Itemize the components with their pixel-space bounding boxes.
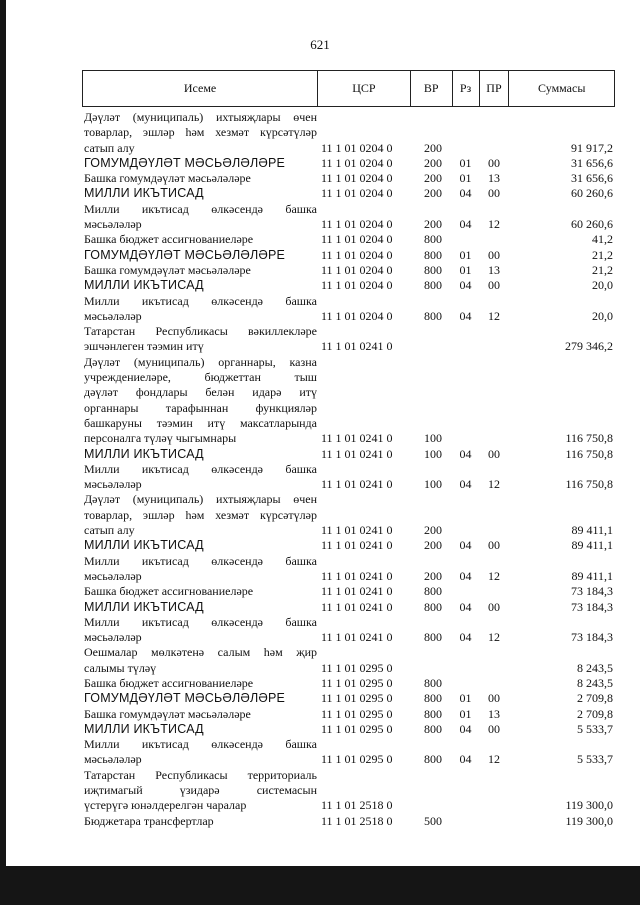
row-name-line: Оешмалар мөлкәтенә салым һәм җир <box>84 645 317 660</box>
row-vr: 800 <box>424 675 442 690</box>
row-rz: 04 <box>459 217 472 232</box>
row-csr: 11 1 01 0204 0 <box>321 262 393 277</box>
row-name <box>84 554 317 585</box>
row-csr: 11 1 01 0241 0 <box>321 446 393 461</box>
row-rz: 04 <box>459 630 472 645</box>
row-name-line: мәсьәләләр <box>84 217 142 232</box>
row-name-line: персоналга түләү чыгымнары <box>84 431 237 446</box>
row-vr: 800 <box>424 691 442 706</box>
row-sum: 89 411,1 <box>571 538 613 553</box>
row-name-line: мәсьәләләр <box>84 477 142 492</box>
row-name <box>84 538 317 553</box>
row-name-line: сатып алу <box>84 523 135 538</box>
row-sum: 21,2 <box>592 247 613 262</box>
table-row <box>84 202 615 233</box>
table-row <box>84 447 615 462</box>
table-row <box>84 462 615 493</box>
table-row <box>84 171 615 186</box>
row-vr: 800 <box>424 721 442 736</box>
row-name-line: Дәүләт (муниципаль) органнары, казна <box>84 354 317 369</box>
row-name-line: Башка гомумдәүләт мәсьәләләре <box>84 171 251 186</box>
scan-edge-bottom <box>0 866 640 905</box>
row-name <box>84 248 317 263</box>
row-vr: 800 <box>424 752 442 767</box>
row-name <box>84 768 317 814</box>
row-vr: 200 <box>424 140 442 155</box>
row-sum: 31 656,6 <box>571 171 613 186</box>
table-row <box>84 722 615 737</box>
row-rz: 01 <box>459 171 472 186</box>
row-csr: 11 1 01 0241 0 <box>321 538 393 553</box>
table-row <box>84 186 615 201</box>
row-rz: 04 <box>459 278 472 293</box>
table-row <box>84 263 615 278</box>
row-name-line: мәсьәләләр <box>84 630 142 645</box>
row-name <box>84 232 317 247</box>
row-vr: 200 <box>424 186 442 201</box>
table-row <box>84 248 615 263</box>
row-rz: 01 <box>459 262 472 277</box>
row-csr: 11 1 01 0204 0 <box>321 155 393 170</box>
row-vr: 200 <box>424 171 442 186</box>
row-sum: 5 533,7 <box>577 752 613 767</box>
table-row <box>84 232 615 247</box>
row-csr: 11 1 01 0295 0 <box>321 721 393 736</box>
row-sum: 119 300,0 <box>565 798 613 813</box>
row-sum: 89 411,1 <box>571 523 613 538</box>
row-name <box>84 737 317 768</box>
row-sum: 8 243,5 <box>577 675 613 690</box>
table-row <box>84 324 615 355</box>
row-name-line: МИЛЛИ ИКЪТИСАД <box>84 278 204 293</box>
row-name-line: ГОМУМДӘҮЛӘТ МӘСЬӘЛӘЛӘРЕ <box>84 691 286 706</box>
row-csr: 11 1 01 0295 0 <box>321 706 393 721</box>
row-sum: 31 656,6 <box>571 155 613 170</box>
row-sum: 73 184,3 <box>571 599 613 614</box>
row-name-line: Дәүләт (муниципаль) ихтыяҗлары өчен <box>84 492 317 507</box>
row-rz: 04 <box>459 721 472 736</box>
table-row <box>84 768 615 814</box>
row-pr: 00 <box>488 155 500 170</box>
page-number: 621 <box>310 37 330 52</box>
row-name-line: товарлар, эшләр һәм хезмәт күрсәтүләр <box>84 507 317 522</box>
row-name-line: МИЛЛИ ИКЪТИСАД <box>84 186 204 201</box>
row-csr: 11 1 01 0204 0 <box>321 217 393 232</box>
row-sum: 60 260,6 <box>571 217 613 232</box>
row-name <box>84 814 317 829</box>
row-rz: 04 <box>459 538 472 553</box>
row-csr: 11 1 01 2518 0 <box>321 813 393 828</box>
row-rz: 04 <box>459 186 472 201</box>
table-row <box>84 156 615 171</box>
scan-edge-left <box>0 0 6 880</box>
row-pr: 12 <box>488 630 500 645</box>
row-pr: 12 <box>488 752 500 767</box>
row-sum: 20,0 <box>592 308 613 323</box>
row-sum: 60 260,6 <box>571 186 613 201</box>
row-csr: 11 1 01 2518 0 <box>321 798 393 813</box>
row-name-line: Милли икътисад өлкәсендә башка <box>84 293 317 308</box>
row-name-line: сатып алу <box>84 140 135 155</box>
row-pr: 00 <box>488 538 500 553</box>
row-csr: 11 1 01 0204 0 <box>321 232 393 247</box>
row-name-line: мәсьәләләр <box>84 308 142 323</box>
row-vr: 200 <box>424 523 442 538</box>
row-csr: 11 1 01 0295 0 <box>321 691 393 706</box>
row-name <box>84 324 317 355</box>
row-csr: 11 1 01 0295 0 <box>321 675 393 690</box>
row-name-line: мәсьәләләр <box>84 752 142 767</box>
row-name <box>84 615 317 646</box>
row-csr: 11 1 01 0241 0 <box>321 630 393 645</box>
row-name-line: ГОМУМДӘҮЛӘТ МӘСЬӘЛӘЛӘРЕ <box>84 155 286 170</box>
row-rz: 04 <box>459 308 472 323</box>
header-sum: Суммасы <box>508 71 614 106</box>
row-pr: 00 <box>488 446 500 461</box>
row-vr: 800 <box>424 584 442 599</box>
table-body <box>84 110 615 829</box>
row-rz: 04 <box>459 477 472 492</box>
row-csr: 11 1 01 0295 0 <box>321 660 393 675</box>
row-pr: 00 <box>488 247 500 262</box>
table-row <box>84 676 615 691</box>
row-name-line: Милли икътисад өлкәсендә башка <box>84 201 317 216</box>
row-rz: 01 <box>459 706 472 721</box>
row-name-line: иҗтимагый үзидарә системасын <box>84 783 317 798</box>
row-sum: 73 184,3 <box>571 630 613 645</box>
row-sum: 2 709,8 <box>577 706 613 721</box>
row-name-line: Татарстан Республикасы территориаль <box>84 767 317 782</box>
row-name-line: ГОМУМДӘҮЛӘТ МӘСЬӘЛӘЛӘРЕ <box>84 247 286 262</box>
row-name <box>84 263 317 278</box>
row-csr: 11 1 01 0204 0 <box>321 140 393 155</box>
row-sum: 116 750,8 <box>565 477 613 492</box>
row-sum: 89 411,1 <box>571 568 613 583</box>
row-name-line: Башка бюджет ассигнованиеләре <box>84 675 254 690</box>
table-row <box>84 584 615 599</box>
row-csr: 11 1 01 0204 0 <box>321 308 393 323</box>
row-pr: 12 <box>488 308 500 323</box>
row-name <box>84 171 317 186</box>
row-csr: 11 1 01 0204 0 <box>321 171 393 186</box>
row-vr: 200 <box>424 538 442 553</box>
row-csr: 11 1 01 0241 0 <box>321 523 393 538</box>
row-vr: 200 <box>424 155 442 170</box>
row-name <box>84 691 317 706</box>
row-name-line: Милли икътисад өлкәсендә башка <box>84 553 317 568</box>
header-vr: ВР <box>410 71 452 106</box>
row-name-line: мәсьәләләр <box>84 568 142 583</box>
row-name-line: Татарстан Республикасы вәкиллекләре <box>84 324 317 339</box>
row-sum: 2 709,8 <box>577 691 613 706</box>
row-name <box>84 676 317 691</box>
row-name-line: МИЛЛИ ИКЪТИСАД <box>84 721 204 736</box>
row-name <box>84 707 317 722</box>
row-name-line: дәүләт фондлары белән идарә итү <box>84 385 317 400</box>
table-row <box>84 691 615 706</box>
row-pr: 00 <box>488 278 500 293</box>
row-sum: 91 917,2 <box>571 140 613 155</box>
row-sum: 8 243,5 <box>577 660 613 675</box>
table-row <box>84 110 615 156</box>
row-rz: 04 <box>459 446 472 461</box>
row-name-line: эшчәнлеген тәэмин итү <box>84 339 204 354</box>
row-name-line: Милли икътисад өлкәсендә башка <box>84 737 317 752</box>
table-row <box>84 737 615 768</box>
row-pr: 00 <box>488 186 500 201</box>
row-csr: 11 1 01 0204 0 <box>321 278 393 293</box>
row-name-line: органнары тарафыннан функцияләр <box>84 400 317 415</box>
row-name-line: салымы түләү <box>84 660 157 675</box>
row-name-line: Башка гомумдәүләт мәсьәләләре <box>84 262 251 277</box>
row-name-line: Милли икътисад өлкәсендә башка <box>84 461 317 476</box>
row-csr: 11 1 01 0241 0 <box>321 599 393 614</box>
row-sum: 73 184,3 <box>571 584 613 599</box>
row-rz: 04 <box>459 568 472 583</box>
row-vr: 800 <box>424 308 442 323</box>
row-name <box>84 294 317 325</box>
row-name-line: МИЛЛИ ИКЪТИСАД <box>84 538 204 553</box>
row-sum: 5 533,7 <box>577 721 613 736</box>
row-vr: 100 <box>424 431 442 446</box>
row-name-line: МИЛЛИ ИКЪТИСАД <box>84 599 204 614</box>
row-name-line: Башка бюджет ассигнованиеләре <box>84 232 254 247</box>
row-vr: 800 <box>424 706 442 721</box>
row-csr: 11 1 01 0241 0 <box>321 339 393 354</box>
row-sum: 279 346,2 <box>565 339 613 354</box>
row-name <box>84 462 317 493</box>
row-name <box>84 156 317 171</box>
row-pr: 00 <box>488 691 500 706</box>
row-csr: 11 1 01 0241 0 <box>321 568 393 583</box>
row-name <box>84 355 317 447</box>
row-pr: 12 <box>488 568 500 583</box>
table-row <box>84 707 615 722</box>
row-rz: 01 <box>459 691 472 706</box>
row-vr: 200 <box>424 217 442 232</box>
header-name: Исеме <box>183 81 217 95</box>
row-name-line: башкаруны тәэмин итү максатларында <box>84 415 317 430</box>
row-pr: 00 <box>488 721 500 736</box>
row-name <box>84 186 317 201</box>
row-name <box>84 600 317 615</box>
row-sum: 119 300,0 <box>565 813 613 828</box>
row-name <box>84 447 317 462</box>
row-sum: 20,0 <box>592 278 613 293</box>
header-rz: Рз <box>452 71 479 106</box>
table-row <box>84 492 615 538</box>
row-pr: 00 <box>488 599 500 614</box>
row-sum: 41,2 <box>592 232 613 247</box>
row-pr: 13 <box>488 171 500 186</box>
table-row <box>84 615 615 646</box>
row-sum: 116 750,8 <box>565 446 613 461</box>
row-rz: 04 <box>459 752 472 767</box>
row-vr: 800 <box>424 247 442 262</box>
row-vr: 800 <box>424 630 442 645</box>
row-vr: 800 <box>424 262 442 277</box>
header-pr: ПР <box>479 71 509 106</box>
table-header <box>82 70 615 107</box>
row-name <box>84 722 317 737</box>
row-csr: 11 1 01 0204 0 <box>321 247 393 262</box>
row-pr: 13 <box>488 262 500 277</box>
table-row <box>84 554 615 585</box>
table-row <box>84 278 615 293</box>
row-csr: 11 1 01 0241 0 <box>321 431 393 446</box>
row-name-line: Бюджетара трансфертлар <box>84 813 214 828</box>
row-name-line: товарлар, эшләр һәм хезмәт күрсәтүләр <box>84 125 317 140</box>
row-sum: 21,2 <box>592 262 613 277</box>
row-pr: 12 <box>488 217 500 232</box>
row-pr: 13 <box>488 706 500 721</box>
row-sum: 116 750,8 <box>565 431 613 446</box>
row-name-line: Башка бюджет ассигнованиеләре <box>84 584 254 599</box>
row-name-line: Дәүләт (муниципаль) ихтыяҗлары өчен <box>84 110 317 124</box>
row-name-line: Башка гомумдәүләт мәсьәләләре <box>84 706 251 721</box>
table-row <box>84 645 615 676</box>
row-name <box>84 645 317 676</box>
table-row <box>84 294 615 325</box>
row-vr: 100 <box>424 477 442 492</box>
row-csr: 11 1 01 0241 0 <box>321 477 393 492</box>
row-vr: 500 <box>424 813 442 828</box>
row-name <box>84 278 317 293</box>
row-csr: 11 1 01 0241 0 <box>321 584 393 599</box>
table-row <box>84 814 615 829</box>
row-vr: 800 <box>424 232 442 247</box>
header-csr: ЦСР <box>317 71 410 106</box>
row-name <box>84 492 317 538</box>
row-csr: 11 1 01 0295 0 <box>321 752 393 767</box>
row-vr: 100 <box>424 446 442 461</box>
row-rz: 04 <box>459 599 472 614</box>
table-row <box>84 538 615 553</box>
row-name-line: МИЛЛИ ИКЪТИСАД <box>84 446 204 461</box>
row-vr: 800 <box>424 599 442 614</box>
row-rz: 01 <box>459 247 472 262</box>
row-csr: 11 1 01 0204 0 <box>321 186 393 201</box>
row-vr: 200 <box>424 568 442 583</box>
row-name <box>84 110 317 156</box>
row-pr: 12 <box>488 477 500 492</box>
row-name-line: учреждениеләре, бюджеттан тыш <box>84 370 317 385</box>
row-rz: 01 <box>459 155 472 170</box>
table-row <box>84 355 615 447</box>
row-vr: 800 <box>424 278 442 293</box>
row-name <box>84 584 317 599</box>
row-name-line: үстерүгә юнәлдерелгән чаралар <box>84 798 247 813</box>
table-row <box>84 600 615 615</box>
row-name <box>84 202 317 233</box>
row-name-line: Милли икътисад өлкәсендә башка <box>84 614 317 629</box>
